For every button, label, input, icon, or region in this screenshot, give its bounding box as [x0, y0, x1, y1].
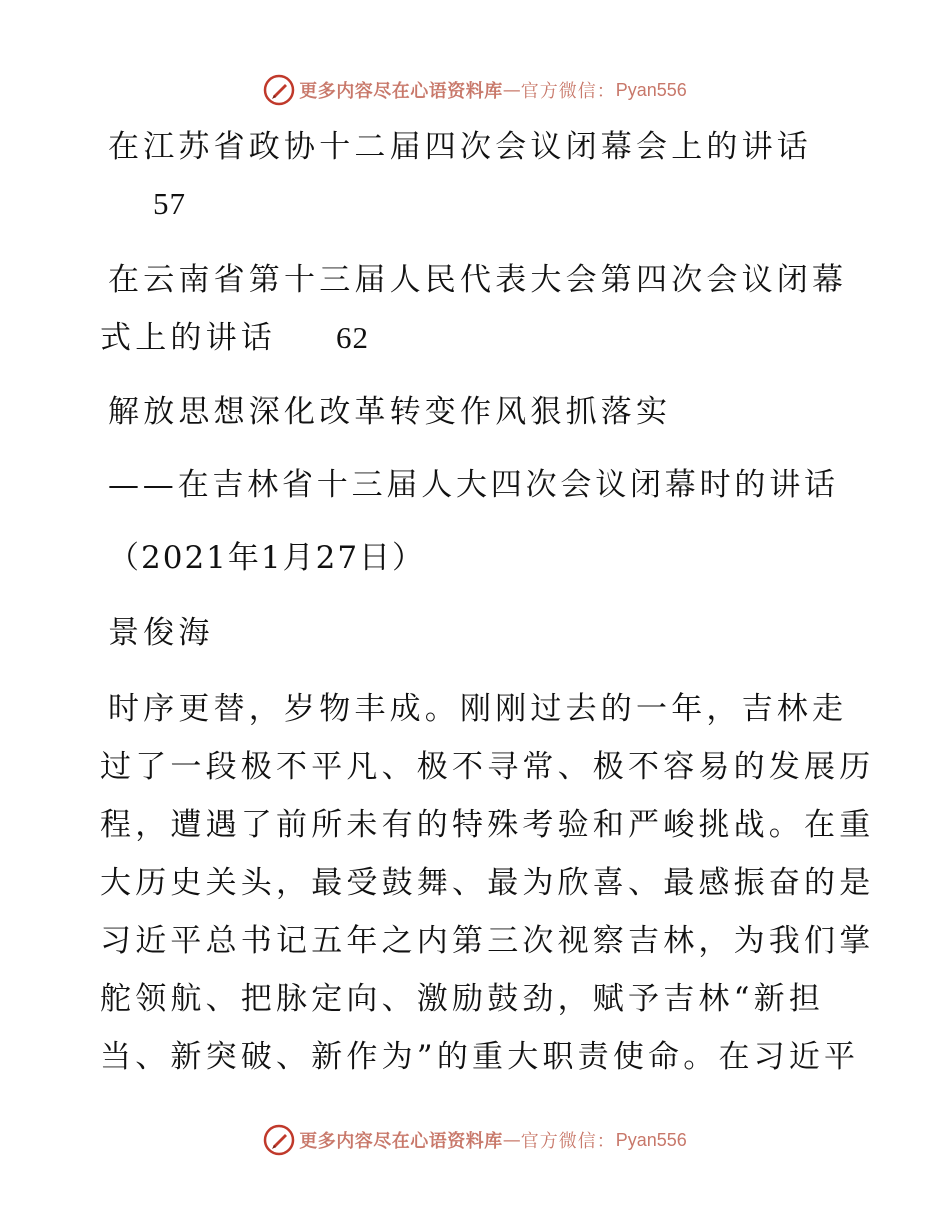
- watermark-sub-text: 官方微信：: [520, 1131, 616, 1152]
- toc-entry-title-line2: 式上的讲话: [100, 320, 276, 356]
- article-title: 解放思想深化改革转变作风狠抓落实: [108, 394, 672, 430]
- quill-logo-icon: [263, 74, 295, 106]
- article-date: （2021年1月27日）: [108, 540, 426, 576]
- watermark-wechat-id: Pyan556: [615, 79, 687, 100]
- watermark-main-text: 更多内容尽在心语资料库: [299, 81, 503, 102]
- toc-entry-page: 62: [336, 320, 369, 355]
- body-line: 当、新突破、新作为”的重大职责使命。在习近平: [100, 1039, 860, 1075]
- watermark-dash: —: [502, 1129, 521, 1151]
- body-line: 舵领航、把脉定向、激励鼓劲，赋予吉林“新担: [100, 981, 825, 1017]
- quill-logo-icon: [263, 1124, 295, 1156]
- body-line: 大历史关头，最受鼓舞、最为欣喜、最感振奋的是: [100, 865, 875, 901]
- body-line: 时序更替，岁物丰成。刚刚过去的一年，吉林走: [108, 691, 848, 727]
- watermark-sub-text: 官方微信：: [520, 81, 616, 102]
- toc-entry-title: 在云南省第十三届人民代表大会第四次会议闭幕: [108, 262, 848, 298]
- footer-watermark: [0, 1120, 950, 1160]
- article-author: 景俊海: [108, 615, 214, 651]
- article-subtitle: ——在吉林省十三届人大四次会议闭幕时的讲话: [108, 467, 839, 503]
- toc-entry-title: 在江苏省政协十二届四次会议闭幕会上的讲话: [108, 129, 812, 165]
- body-line: 过了一段极不平凡、极不寻常、极不容易的发展历: [100, 749, 875, 785]
- toc-entry-page: 57: [153, 186, 186, 221]
- watermark-main-text: 更多内容尽在心语资料库: [299, 1131, 503, 1152]
- watermark-dash: —: [502, 79, 521, 101]
- header-watermark: [0, 70, 950, 110]
- body-line: 程，遭遇了前所未有的特殊考验和严峻挑战。在重: [100, 807, 875, 843]
- toc-entry-title-continued: [0, 318, 950, 358]
- watermark-wechat-id: Pyan556: [615, 1129, 687, 1150]
- body-line: 习近平总书记五年之内第三次视察吉林，为我们掌: [100, 923, 875, 959]
